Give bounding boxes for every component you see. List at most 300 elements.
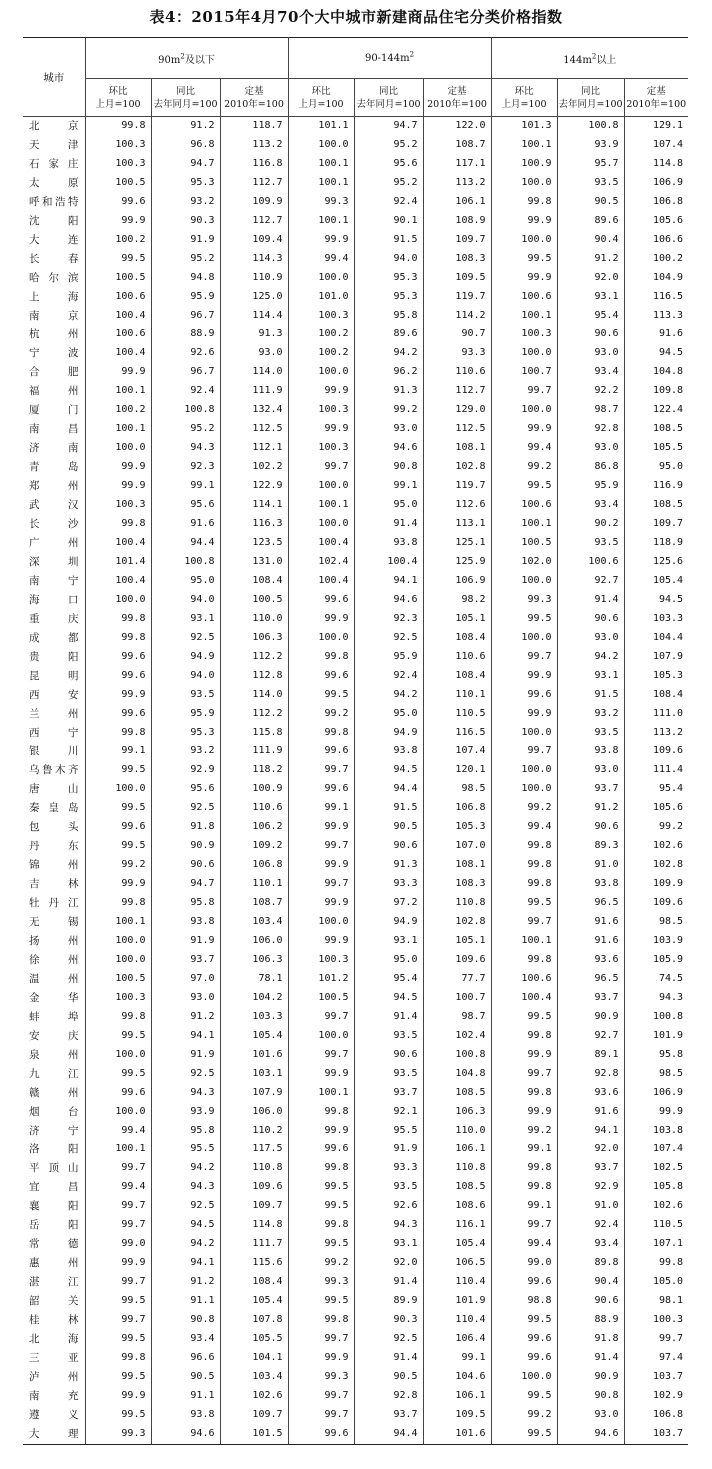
index-value: 125.1 (423, 534, 491, 553)
index-value: 112.7 (220, 174, 288, 193)
index-value: 106.9 (624, 1084, 688, 1103)
index-value: 100.7 (423, 989, 491, 1008)
index-value: 91.1 (151, 1292, 220, 1311)
table-row (23, 193, 688, 212)
index-value: 99.3 (288, 1368, 354, 1387)
index-value: 94.7 (151, 875, 220, 894)
index-value: 99.8 (288, 1159, 354, 1178)
index-value: 99.8 (491, 1159, 557, 1178)
index-value: 95.8 (151, 1122, 220, 1141)
index-value: 100.6 (557, 553, 624, 572)
index-value: 107.9 (624, 648, 688, 667)
index-value: 105.5 (220, 1330, 288, 1349)
index-value: 90.9 (151, 837, 220, 856)
city-name: 唐山 (23, 780, 85, 799)
index-value: 105.4 (220, 1292, 288, 1311)
sub-header-base: 定基 2010年=100 (423, 79, 491, 117)
table-row (23, 1387, 688, 1406)
index-value: 99.9 (491, 212, 557, 231)
index-value: 99.5 (85, 1330, 151, 1349)
index-value: 93.7 (151, 951, 220, 970)
index-value: 97.2 (354, 894, 423, 913)
table-row (23, 856, 688, 875)
index-value: 107.4 (624, 1140, 688, 1159)
index-value: 99.1 (491, 1140, 557, 1159)
index-value: 105.6 (624, 212, 688, 231)
index-value: 92.5 (151, 1197, 220, 1216)
index-value: 91.8 (151, 818, 220, 837)
index-value: 95.0 (151, 572, 220, 591)
index-value: 100.1 (288, 155, 354, 174)
index-value: 91.4 (354, 1008, 423, 1027)
index-value: 90.8 (151, 1311, 220, 1330)
index-value: 100.1 (288, 212, 354, 231)
index-value: 99.7 (491, 1065, 557, 1084)
index-value: 94.5 (354, 989, 423, 1008)
index-value: 131.0 (220, 553, 288, 572)
index-value: 95.9 (151, 705, 220, 724)
city-name: 南充 (23, 1387, 85, 1406)
index-value: 95.3 (354, 288, 423, 307)
index-value: 91.6 (624, 325, 688, 344)
index-value: 111.9 (220, 382, 288, 401)
table-row (23, 1140, 688, 1159)
city-name: 武汉 (23, 496, 85, 515)
index-value: 99.6 (491, 686, 557, 705)
index-value: 93.3 (423, 344, 491, 363)
index-value: 99.9 (288, 818, 354, 837)
index-value: 93.0 (220, 344, 288, 363)
index-value: 100.9 (220, 780, 288, 799)
table-row (23, 837, 688, 856)
index-value: 113.1 (423, 515, 491, 534)
index-value: 99.7 (288, 1046, 354, 1065)
table-row (23, 117, 688, 136)
index-value: 100.0 (85, 591, 151, 610)
index-value: 106.6 (624, 231, 688, 250)
index-value: 93.1 (557, 667, 624, 686)
index-value: 116.3 (220, 515, 288, 534)
index-value: 94.7 (354, 117, 423, 136)
index-value: 99.8 (491, 1178, 557, 1197)
city-name: 牡丹江 (23, 894, 85, 913)
index-value: 99.9 (288, 932, 354, 951)
table-body (23, 117, 688, 1445)
index-value: 102.6 (624, 1197, 688, 1216)
city-name: 锦州 (23, 856, 85, 875)
index-value: 104.1 (220, 1349, 288, 1368)
index-value: 108.5 (423, 1084, 491, 1103)
index-value: 100.0 (85, 932, 151, 951)
index-value: 100.4 (85, 534, 151, 553)
index-value: 100.0 (288, 136, 354, 155)
index-value: 99.9 (624, 1103, 688, 1122)
city-name: 深圳 (23, 553, 85, 572)
index-value: 90.2 (557, 515, 624, 534)
index-value: 113.2 (220, 136, 288, 155)
city-name: 西宁 (23, 724, 85, 743)
index-value: 99.5 (288, 1235, 354, 1254)
index-value: 99.7 (491, 648, 557, 667)
index-value: 74.5 (624, 970, 688, 989)
index-value: 93.8 (151, 1406, 220, 1425)
index-value: 99.1 (423, 1349, 491, 1368)
city-name: 南宁 (23, 572, 85, 591)
index-value: 102.9 (624, 1387, 688, 1406)
index-value: 99.7 (624, 1330, 688, 1349)
index-value: 99.1 (354, 477, 423, 496)
index-value: 108.5 (624, 496, 688, 515)
index-value: 100.1 (85, 420, 151, 439)
index-value: 99.6 (85, 667, 151, 686)
index-value: 91.4 (354, 1273, 423, 1292)
index-value: 116.1 (423, 1216, 491, 1235)
city-name: 包头 (23, 818, 85, 837)
table-row (23, 1103, 688, 1122)
index-value: 100.0 (85, 951, 151, 970)
index-value: 94.2 (151, 1235, 220, 1254)
index-value: 101.5 (220, 1425, 288, 1444)
table-row (23, 1065, 688, 1084)
index-value: 111.7 (220, 1235, 288, 1254)
table-row (23, 212, 688, 231)
index-value: 114.0 (220, 686, 288, 705)
index-value: 95.3 (354, 269, 423, 288)
index-value: 95.9 (557, 477, 624, 496)
index-value: 99.5 (288, 686, 354, 705)
index-value: 88.9 (557, 1311, 624, 1330)
index-value: 108.6 (423, 1197, 491, 1216)
sub-header-base: 定基 2010年=100 (220, 79, 288, 117)
index-value: 100.1 (288, 496, 354, 515)
index-value: 115.6 (220, 1254, 288, 1273)
table-row (23, 648, 688, 667)
index-value: 100.1 (491, 307, 557, 326)
city-name: 广州 (23, 534, 85, 553)
index-value: 92.6 (151, 344, 220, 363)
table-row (23, 344, 688, 363)
index-value: 99.5 (491, 1387, 557, 1406)
index-value: 91.0 (557, 856, 624, 875)
index-value: 95.6 (151, 496, 220, 515)
index-value: 106.8 (423, 799, 491, 818)
index-value: 108.7 (220, 894, 288, 913)
index-value: 91.5 (354, 231, 423, 250)
index-value: 99.9 (85, 1254, 151, 1273)
index-value: 104.8 (624, 363, 688, 382)
index-value: 77.7 (423, 970, 491, 989)
city-name: 北海 (23, 1330, 85, 1349)
index-value: 111.0 (624, 705, 688, 724)
index-value: 109.7 (220, 1197, 288, 1216)
index-value: 112.5 (423, 420, 491, 439)
index-value: 100.0 (491, 780, 557, 799)
city-name: 济宁 (23, 1122, 85, 1141)
group-header-large: $144m^2$以上 (491, 38, 688, 79)
index-value: 117.1 (423, 155, 491, 174)
index-value: 100.0 (85, 1103, 151, 1122)
city-name: 北京 (23, 117, 85, 136)
index-value: 108.1 (423, 439, 491, 458)
city-name: 温州 (23, 970, 85, 989)
index-value: 94.6 (354, 591, 423, 610)
index-value: 108.4 (423, 629, 491, 648)
table-row (23, 629, 688, 648)
index-value: 92.7 (557, 572, 624, 591)
index-value: 99.6 (85, 818, 151, 837)
index-value: 94.3 (151, 439, 220, 458)
index-value: 107.0 (423, 837, 491, 856)
index-value: 100.5 (288, 989, 354, 1008)
index-value: 100.1 (288, 174, 354, 193)
city-name: 蚌埠 (23, 1008, 85, 1027)
index-value: 108.3 (423, 875, 491, 894)
index-value: 100.2 (624, 250, 688, 269)
index-value: 100.1 (288, 1084, 354, 1103)
index-value: 117.5 (220, 1140, 288, 1159)
index-value: 109.7 (423, 231, 491, 250)
index-value: 108.3 (423, 250, 491, 269)
index-value: 91.4 (557, 1349, 624, 1368)
index-value: 100.3 (624, 1311, 688, 1330)
index-value: 93.2 (151, 193, 220, 212)
index-value: 89.6 (557, 212, 624, 231)
index-value: 95.9 (354, 648, 423, 667)
index-value: 92.9 (151, 761, 220, 780)
index-value: 93.8 (354, 742, 423, 761)
index-value: 100.4 (354, 553, 423, 572)
index-value: 110.8 (220, 1159, 288, 1178)
index-value: 100.3 (85, 496, 151, 515)
index-value: 99.9 (85, 686, 151, 705)
index-value: 99.5 (85, 1065, 151, 1084)
index-value: 90.6 (354, 1046, 423, 1065)
index-value: 111.9 (220, 742, 288, 761)
index-value: 99.2 (354, 401, 423, 420)
index-value: 90.4 (557, 231, 624, 250)
index-value: 95.8 (151, 894, 220, 913)
index-value: 90.6 (557, 1292, 624, 1311)
index-value: 90.1 (354, 212, 423, 231)
index-value: 93.4 (557, 496, 624, 515)
index-value: 91.3 (220, 325, 288, 344)
table-row (23, 231, 688, 250)
index-value: 110.4 (423, 1273, 491, 1292)
index-value: 101.0 (288, 288, 354, 307)
index-value: 94.1 (354, 572, 423, 591)
index-value: 99.8 (491, 856, 557, 875)
index-value: 90.7 (423, 325, 491, 344)
index-value: 94.6 (354, 439, 423, 458)
index-value: 110.9 (220, 269, 288, 288)
table-row (23, 667, 688, 686)
city-name: 海口 (23, 591, 85, 610)
index-value: 92.1 (354, 1103, 423, 1122)
index-value: 107.9 (220, 1084, 288, 1103)
index-value: 108.5 (423, 1178, 491, 1197)
city-name: 杭州 (23, 325, 85, 344)
table-row (23, 932, 688, 951)
index-value: 116.9 (624, 477, 688, 496)
city-name: 秦皇岛 (23, 799, 85, 818)
index-value: 93.9 (151, 1103, 220, 1122)
table-row (23, 363, 688, 382)
index-value: 90.5 (557, 193, 624, 212)
index-value: 88.9 (151, 325, 220, 344)
index-value: 94.3 (151, 1178, 220, 1197)
index-value: 109.6 (423, 951, 491, 970)
index-value: 90.5 (354, 818, 423, 837)
city-name: 济南 (23, 439, 85, 458)
index-value: 125.9 (423, 553, 491, 572)
table-row (23, 1349, 688, 1368)
index-value: 99.5 (491, 477, 557, 496)
index-value: 99.6 (491, 1273, 557, 1292)
table-row (23, 439, 688, 458)
index-value: 94.9 (151, 648, 220, 667)
index-value: 90.3 (354, 1311, 423, 1330)
index-value: 100.0 (85, 1046, 151, 1065)
table-row (23, 534, 688, 553)
index-value: 105.3 (423, 818, 491, 837)
index-value: 99.9 (85, 363, 151, 382)
index-value: 100.4 (491, 989, 557, 1008)
index-value: 93.4 (557, 1235, 624, 1254)
index-value: 99.8 (288, 1103, 354, 1122)
index-value: 94.5 (624, 591, 688, 610)
index-value: 95.0 (354, 705, 423, 724)
index-value: 123.5 (220, 534, 288, 553)
index-value: 108.5 (624, 420, 688, 439)
index-value: 95.2 (151, 250, 220, 269)
index-value: 93.0 (557, 439, 624, 458)
index-value: 92.7 (557, 1027, 624, 1046)
index-value: 100.3 (288, 307, 354, 326)
index-value: 91.2 (557, 250, 624, 269)
city-name: 福州 (23, 382, 85, 401)
index-value: 112.8 (220, 667, 288, 686)
index-value: 93.0 (557, 761, 624, 780)
city-name: 天津 (23, 136, 85, 155)
index-value: 112.2 (220, 705, 288, 724)
index-value: 95.4 (624, 780, 688, 799)
index-value: 100.8 (624, 1008, 688, 1027)
table-row (23, 1027, 688, 1046)
table-row (23, 1425, 688, 1444)
index-value: 99.9 (288, 420, 354, 439)
city-name: 韶关 (23, 1292, 85, 1311)
table-row (23, 1406, 688, 1425)
index-value: 90.9 (557, 1008, 624, 1027)
index-value: 114.1 (220, 496, 288, 515)
city-name: 惠州 (23, 1254, 85, 1273)
index-value: 90.6 (557, 818, 624, 837)
index-value: 95.6 (151, 780, 220, 799)
sub-header-mom: 环比 上月=100 (85, 79, 151, 117)
index-value: 92.4 (557, 1216, 624, 1235)
index-value: 103.7 (624, 1425, 688, 1444)
table-row (23, 1273, 688, 1292)
index-value: 99.8 (288, 724, 354, 743)
index-value: 94.4 (354, 1425, 423, 1444)
index-value: 91.6 (151, 515, 220, 534)
table-row (23, 496, 688, 515)
index-value: 94.9 (354, 913, 423, 932)
table-row (23, 325, 688, 344)
index-value: 103.3 (220, 1008, 288, 1027)
index-value: 90.6 (151, 856, 220, 875)
index-value: 91.4 (354, 1349, 423, 1368)
index-value: 103.7 (624, 1368, 688, 1387)
index-value: 99.2 (288, 705, 354, 724)
index-value: 99.9 (288, 1122, 354, 1141)
index-value: 101.3 (491, 117, 557, 136)
index-value: 110.0 (220, 610, 288, 629)
index-value: 99.9 (288, 1065, 354, 1084)
table-row (23, 913, 688, 932)
index-value: 94.2 (151, 1159, 220, 1178)
index-value: 90.6 (557, 610, 624, 629)
index-value: 93.0 (557, 629, 624, 648)
table-row (23, 1084, 688, 1103)
index-value: 102.0 (491, 553, 557, 572)
index-value: 95.9 (151, 288, 220, 307)
index-value: 99.9 (491, 667, 557, 686)
index-value: 93.5 (557, 534, 624, 553)
index-value: 99.6 (491, 1349, 557, 1368)
index-value: 106.9 (624, 174, 688, 193)
sub-header-yoy: 同比 去年同月=100 (151, 79, 220, 117)
index-value: 99.8 (85, 894, 151, 913)
index-value: 99.8 (491, 837, 557, 856)
index-value: 98.7 (557, 401, 624, 420)
sub-header-mom: 环比 上月=100 (491, 79, 557, 117)
index-value: 99.5 (85, 837, 151, 856)
index-value: 93.5 (557, 174, 624, 193)
city-name: 常德 (23, 1235, 85, 1254)
index-value: 100.1 (491, 932, 557, 951)
index-value: 114.8 (624, 155, 688, 174)
index-value: 110.1 (423, 686, 491, 705)
index-value: 106.2 (220, 818, 288, 837)
index-value: 99.5 (85, 1368, 151, 1387)
index-value: 91.6 (557, 913, 624, 932)
index-value: 98.2 (423, 591, 491, 610)
index-value: 98.5 (423, 780, 491, 799)
index-value: 91.2 (151, 117, 220, 136)
index-value: 99.6 (288, 742, 354, 761)
city-name: 宜昌 (23, 1178, 85, 1197)
index-value: 100.0 (491, 724, 557, 743)
index-value: 110.8 (423, 1159, 491, 1178)
index-value: 119.7 (423, 477, 491, 496)
index-value: 95.2 (151, 420, 220, 439)
city-name: 乌鲁木齐 (23, 761, 85, 780)
table-row (23, 1178, 688, 1197)
city-name: 泸州 (23, 1368, 85, 1387)
index-value: 95.5 (151, 1140, 220, 1159)
index-value: 107.1 (624, 1235, 688, 1254)
index-value: 99.2 (624, 818, 688, 837)
index-value: 92.2 (557, 382, 624, 401)
index-value: 94.5 (624, 344, 688, 363)
sub-header-row (23, 79, 688, 117)
index-value: 99.5 (491, 250, 557, 269)
index-value: 99.2 (491, 1406, 557, 1425)
index-value: 99.9 (288, 1349, 354, 1368)
index-value: 101.9 (624, 1027, 688, 1046)
index-value: 93.0 (151, 989, 220, 1008)
